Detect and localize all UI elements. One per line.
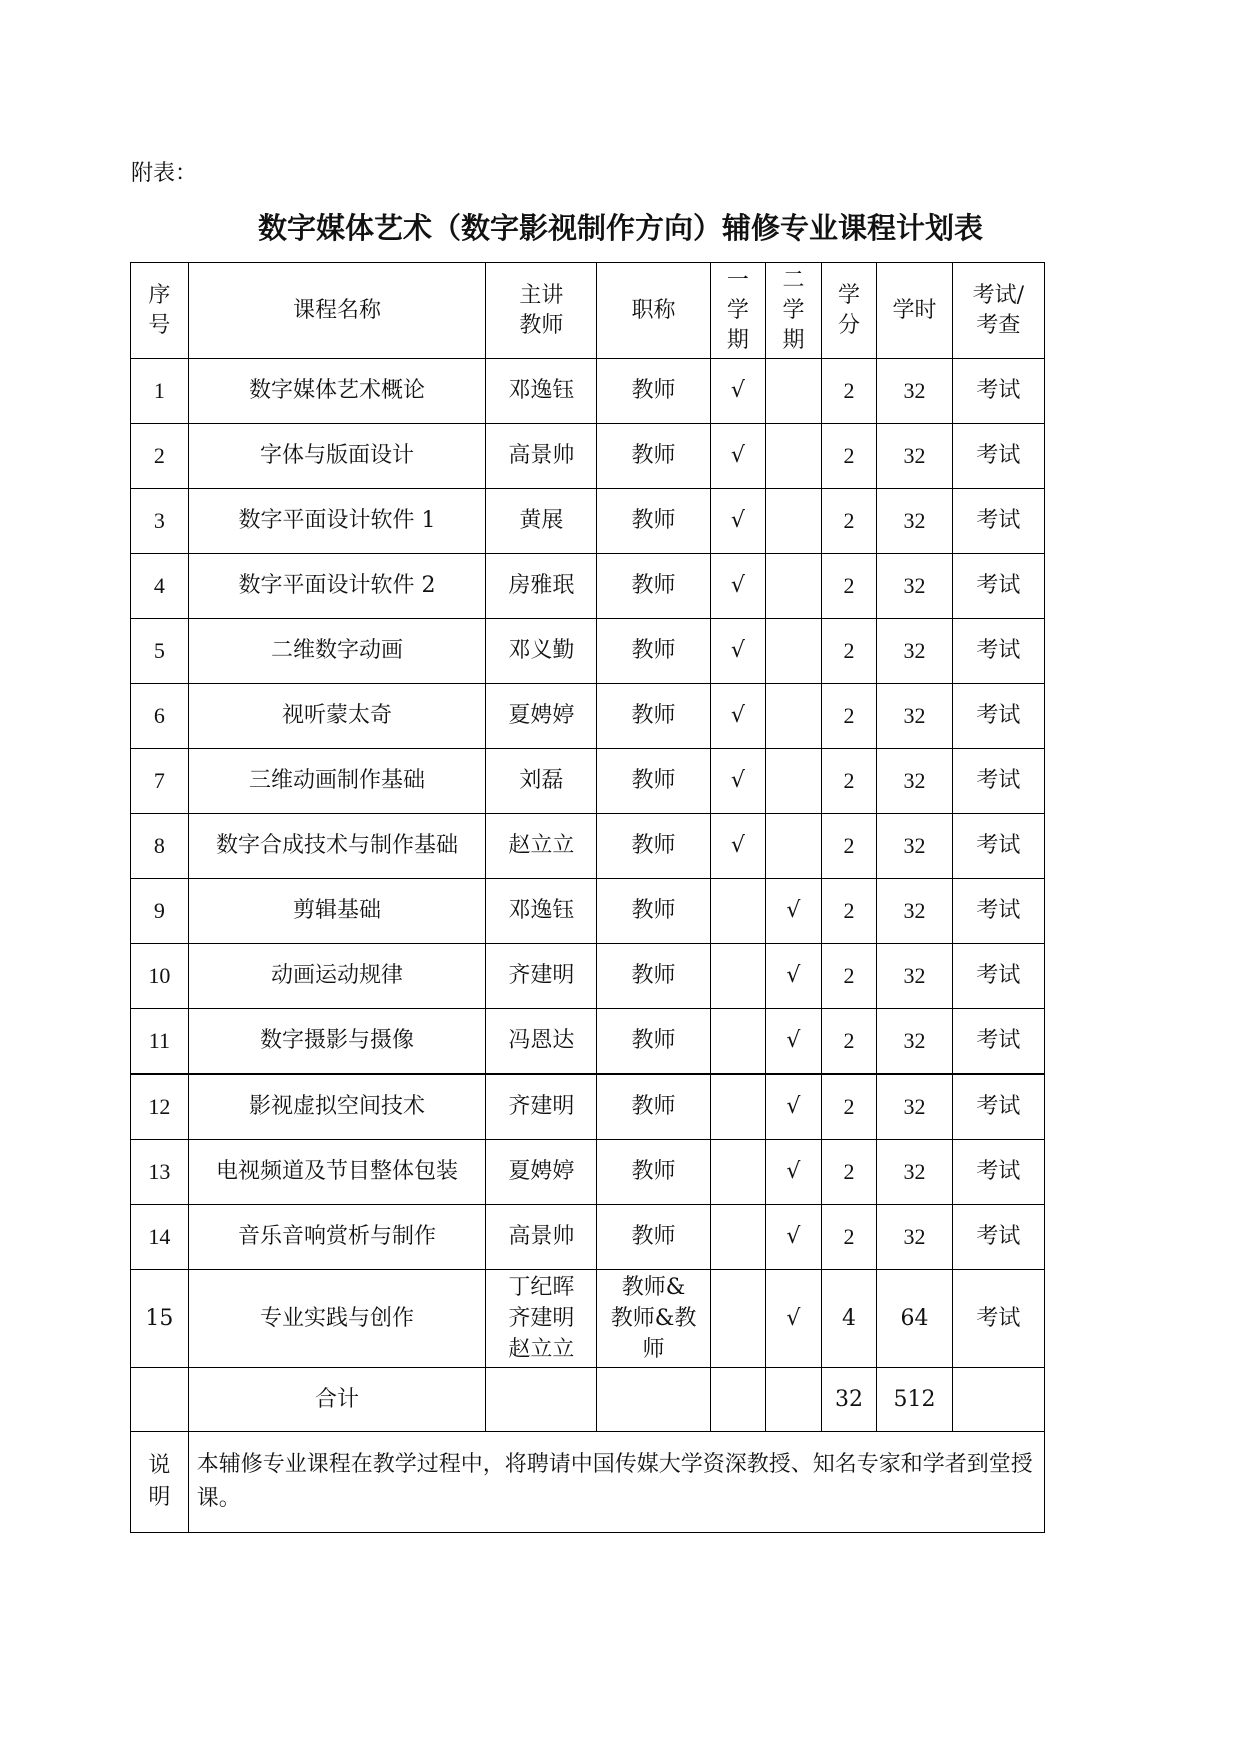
row-course: 影视虚拟空间技术 — [188, 1074, 486, 1140]
row-hours: 32 — [877, 1205, 953, 1270]
row-course: 数字平面设计软件 1 — [188, 489, 486, 554]
row-hours: 32 — [877, 1074, 953, 1140]
row-term2 — [766, 359, 822, 424]
row-index: 15 — [131, 1270, 189, 1368]
row-course: 三维动画制作基础 — [188, 749, 486, 814]
row-term1: √ — [710, 489, 766, 554]
row-rank: 教师 — [597, 944, 710, 1009]
row-exam: 考试 — [952, 1074, 1044, 1140]
row-credit: 2 — [821, 1140, 877, 1205]
row-term1: √ — [710, 359, 766, 424]
row-term2: √ — [766, 1009, 822, 1075]
note-row — [131, 1432, 1045, 1533]
header-exam — [952, 263, 1044, 359]
total-row — [131, 1368, 1045, 1432]
row-credit: 2 — [821, 749, 877, 814]
table-row — [131, 749, 1045, 814]
table-row — [131, 684, 1045, 749]
row-term1: √ — [710, 749, 766, 814]
row-exam: 考试 — [952, 554, 1044, 619]
header-row — [131, 263, 1045, 359]
total-credit: 32 — [821, 1368, 877, 1432]
row-index: 10 — [131, 944, 189, 1009]
total-index-cell — [131, 1368, 189, 1432]
row-hours: 32 — [877, 814, 953, 879]
table-row — [131, 944, 1045, 1009]
row-term2: √ — [766, 944, 822, 1009]
row-term2 — [766, 554, 822, 619]
row-exam: 考试 — [952, 359, 1044, 424]
table-row — [131, 424, 1045, 489]
row-rank: 教师 — [597, 359, 710, 424]
row-term1 — [710, 1074, 766, 1140]
table-row — [131, 554, 1045, 619]
row-rank: 教师 — [597, 749, 710, 814]
row-credit: 2 — [821, 879, 877, 944]
header-index — [131, 263, 189, 359]
row-course: 剪辑基础 — [188, 879, 486, 944]
row-hours: 32 — [877, 944, 953, 1009]
row-course: 数字平面设计软件 2 — [188, 554, 486, 619]
table-row — [131, 814, 1045, 879]
row-term2: √ — [766, 1140, 822, 1205]
row-teacher: 夏娉婷 — [486, 1140, 597, 1205]
row-credit: 2 — [821, 359, 877, 424]
row-credit: 2 — [821, 684, 877, 749]
row-teacher: 刘磊 — [486, 749, 597, 814]
row-rank: 教师 — [597, 619, 710, 684]
row-rank: 教师 — [597, 489, 710, 554]
row-teacher-line: 丁纪晖 — [508, 1275, 575, 1300]
header-credit-line: 分 — [837, 312, 860, 338]
total-teacher-cell — [486, 1368, 597, 1432]
row-course: 视听蒙太奇 — [188, 684, 486, 749]
note-text: 本辅修专业课程在教学过程中，将聘请中国传媒大学资深教授、知名专家和学者到堂授课。 — [188, 1432, 1044, 1533]
course-plan-table — [130, 262, 1045, 1533]
row-index: 4 — [131, 554, 189, 619]
header-credit — [821, 263, 877, 359]
row-teacher: 邓逸钰 — [486, 359, 597, 424]
row-term1 — [710, 1205, 766, 1270]
row-exam: 考试 — [952, 424, 1044, 489]
row-exam: 考试 — [952, 1009, 1044, 1075]
row-course: 电视频道及节目整体包装 — [188, 1140, 486, 1205]
row-hours: 32 — [877, 424, 953, 489]
row-course: 字体与版面设计 — [188, 424, 486, 489]
header-exam-line: 考试/ — [972, 282, 1025, 308]
row-index: 8 — [131, 814, 189, 879]
row-term2 — [766, 424, 822, 489]
header-index-line: 序 — [148, 282, 171, 308]
row-credit: 2 — [821, 424, 877, 489]
row-course: 数字摄影与摄像 — [188, 1009, 486, 1075]
row-hours: 32 — [877, 749, 953, 814]
row-rank: 教师 — [597, 1009, 710, 1075]
header-rank: 职称 — [597, 263, 710, 359]
table-row — [131, 359, 1045, 424]
row-teacher: 冯恩达 — [486, 1009, 597, 1075]
row-term1: √ — [710, 424, 766, 489]
row-teacher-line: 齐建明 — [508, 1306, 575, 1331]
row-credit: 2 — [821, 944, 877, 1009]
header-term1-line: 学 — [726, 297, 749, 323]
row-term2 — [766, 684, 822, 749]
row-exam: 考试 — [952, 1140, 1044, 1205]
table-body — [131, 263, 1045, 1533]
row-rank: 教师 — [597, 814, 710, 879]
row-term2 — [766, 814, 822, 879]
total-hours: 512 — [877, 1368, 953, 1432]
row-term2: √ — [766, 879, 822, 944]
header-teacher-line: 教师 — [519, 312, 564, 338]
header-term2 — [766, 263, 822, 359]
row-course: 音乐音响赏析与制作 — [188, 1205, 486, 1270]
header-exam-line: 考查 — [976, 312, 1021, 338]
row-credit: 2 — [821, 619, 877, 684]
row-course: 动画运动规律 — [188, 944, 486, 1009]
row-exam: 考试 — [952, 1205, 1044, 1270]
header-teacher — [486, 263, 597, 359]
row-credit: 2 — [821, 1205, 877, 1270]
header-term1 — [710, 263, 766, 359]
row-term1 — [710, 1140, 766, 1205]
row-hours: 32 — [877, 1140, 953, 1205]
row-course: 专业实践与创作 — [188, 1270, 486, 1368]
row-course: 数字合成技术与制作基础 — [188, 814, 486, 879]
header-hours: 学时 — [877, 263, 953, 359]
row-index: 7 — [131, 749, 189, 814]
row-index: 6 — [131, 684, 189, 749]
row-course: 二维数字动画 — [188, 619, 486, 684]
header-course: 课程名称 — [188, 263, 486, 359]
header-term1-line: 期 — [726, 327, 749, 353]
row-rank: 教师 — [597, 1205, 710, 1270]
row-exam: 考试 — [952, 619, 1044, 684]
header-term2-line: 期 — [782, 327, 805, 353]
row-term2: √ — [766, 1074, 822, 1140]
table-row — [131, 1205, 1045, 1270]
row-index: 13 — [131, 1140, 189, 1205]
row-term2 — [766, 749, 822, 814]
row-index: 2 — [131, 424, 189, 489]
row-teacher-line: 赵立立 — [508, 1337, 575, 1362]
row-term1: √ — [710, 554, 766, 619]
row-rank-line: 教师&教 — [610, 1306, 697, 1331]
row-term2: √ — [766, 1205, 822, 1270]
row-index: 14 — [131, 1205, 189, 1270]
row-credit: 2 — [821, 1074, 877, 1140]
row-index: 9 — [131, 879, 189, 944]
row-rank: 教师 — [597, 554, 710, 619]
row-index: 5 — [131, 619, 189, 684]
appendix-label: 附表： — [131, 161, 198, 186]
row-term2 — [766, 619, 822, 684]
total-exam-cell — [952, 1368, 1044, 1432]
row-index: 3 — [131, 489, 189, 554]
row-index: 12 — [131, 1074, 189, 1140]
header-credit-line: 学 — [837, 282, 860, 308]
row-hours: 64 — [877, 1270, 953, 1368]
table-row — [131, 1140, 1045, 1205]
table-row — [131, 1009, 1045, 1075]
row-index: 11 — [131, 1009, 189, 1075]
row-credit: 2 — [821, 1009, 877, 1075]
total-term2-cell — [766, 1368, 822, 1432]
row-term2 — [766, 489, 822, 554]
row-exam: 考试 — [952, 1270, 1044, 1368]
row-hours: 32 — [877, 684, 953, 749]
row-teacher — [486, 1270, 597, 1368]
header-term1-line: 一 — [726, 267, 749, 293]
row-rank: 教师 — [597, 879, 710, 944]
header-index-line: 号 — [148, 312, 171, 338]
note-label-line: 说 — [148, 1453, 171, 1478]
row-hours: 32 — [877, 619, 953, 684]
table-row — [131, 1074, 1045, 1140]
row-term1 — [710, 1270, 766, 1368]
row-teacher: 黄展 — [486, 489, 597, 554]
row-rank-line: 教师& — [621, 1275, 686, 1300]
note-label-line: 明 — [148, 1485, 171, 1510]
note-label — [131, 1432, 189, 1533]
row-rank-line: 师 — [642, 1337, 665, 1362]
table-row — [131, 489, 1045, 554]
row-teacher: 齐建明 — [486, 944, 597, 1009]
total-label: 合计 — [188, 1368, 486, 1432]
row-exam: 考试 — [952, 879, 1044, 944]
row-rank: 教师 — [597, 1140, 710, 1205]
row-rank: 教师 — [597, 424, 710, 489]
header-term2-line: 学 — [782, 297, 805, 323]
row-term1 — [710, 879, 766, 944]
header-teacher-line: 主讲 — [519, 282, 564, 308]
row-term1 — [710, 1009, 766, 1075]
total-rank-cell — [597, 1368, 710, 1432]
table-row — [131, 619, 1045, 684]
row-term1: √ — [710, 684, 766, 749]
row-index: 1 — [131, 359, 189, 424]
row-exam: 考试 — [952, 684, 1044, 749]
row-hours: 32 — [877, 554, 953, 619]
row-exam: 考试 — [952, 814, 1044, 879]
table-row — [131, 879, 1045, 944]
row-rank: 教师 — [597, 1074, 710, 1140]
row-term1: √ — [710, 814, 766, 879]
row-hours: 32 — [877, 489, 953, 554]
header-term2-line: 二 — [782, 267, 805, 293]
row-teacher: 房雅珉 — [486, 554, 597, 619]
row-teacher: 赵立立 — [486, 814, 597, 879]
row-credit: 2 — [821, 554, 877, 619]
row-rank: 教师 — [597, 684, 710, 749]
row-exam: 考试 — [952, 749, 1044, 814]
row-exam: 考试 — [952, 489, 1044, 554]
row-term2: √ — [766, 1270, 822, 1368]
row-rank — [597, 1270, 710, 1368]
row-term1: √ — [710, 619, 766, 684]
row-course: 数字媒体艺术概论 — [188, 359, 486, 424]
row-teacher: 邓义勤 — [486, 619, 597, 684]
row-teacher: 高景帅 — [486, 424, 597, 489]
row-hours: 32 — [877, 1009, 953, 1075]
total-term1-cell — [710, 1368, 766, 1432]
row-exam: 考试 — [952, 944, 1044, 1009]
table-row — [131, 1270, 1045, 1368]
row-credit: 2 — [821, 489, 877, 554]
row-teacher: 邓逸钰 — [486, 879, 597, 944]
row-hours: 32 — [877, 359, 953, 424]
row-term1 — [710, 944, 766, 1009]
row-teacher: 高景帅 — [486, 1205, 597, 1270]
row-credit: 2 — [821, 814, 877, 879]
row-hours: 32 — [877, 879, 953, 944]
row-credit: 4 — [821, 1270, 877, 1368]
row-teacher: 夏娉婷 — [486, 684, 597, 749]
page-title: 数字媒体艺术（数字影视制作方向）辅修专业课程计划表 — [257, 211, 983, 245]
row-teacher: 齐建明 — [486, 1074, 597, 1140]
